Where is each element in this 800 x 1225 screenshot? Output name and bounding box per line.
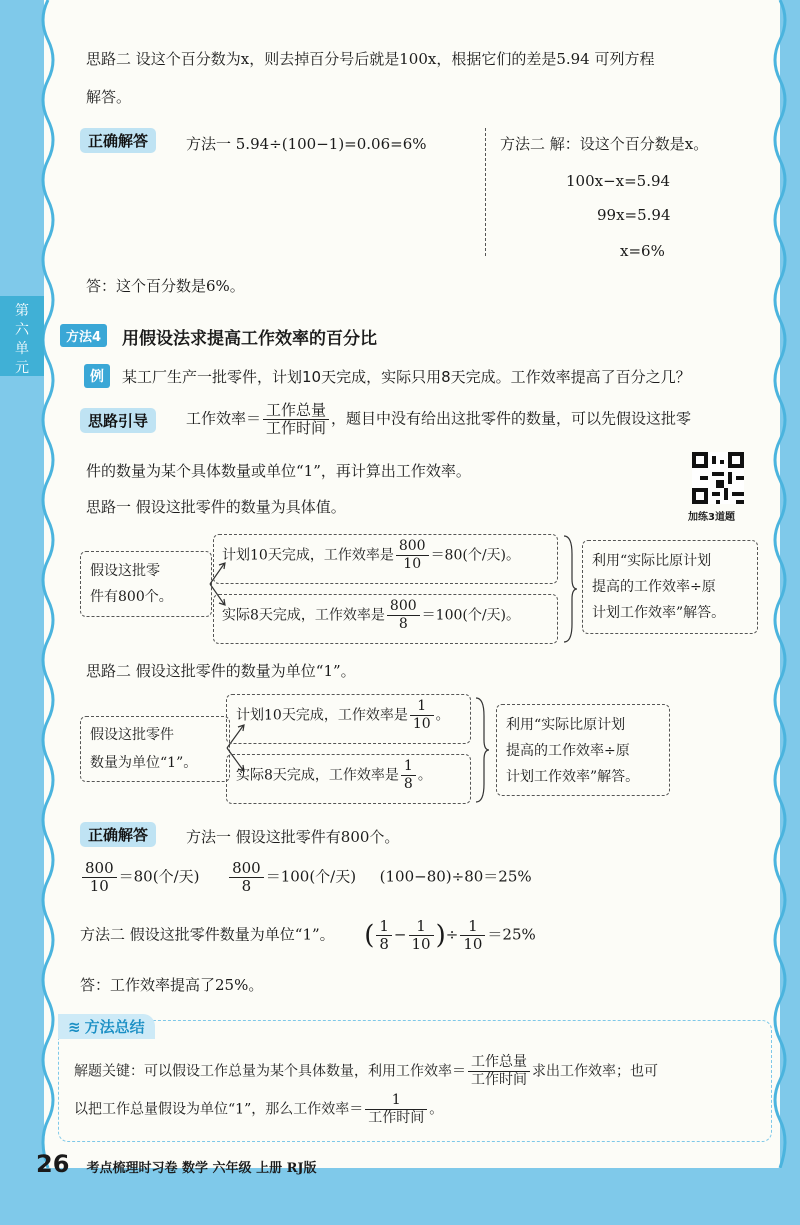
answer2-conclusion: 答：工作效率提高了25%。: [80, 976, 264, 994]
summary-post: 求出工作效率；也可: [532, 1063, 658, 1080]
fraction-numerator: 工作总量: [468, 1054, 530, 1072]
unit-side-tab: [0, 296, 44, 376]
answer2-method2: 方法二 假设这批零件数量为单位“1”。: [80, 925, 335, 944]
actual-pre: 实际8天完成，工作效率是: [236, 767, 399, 784]
calc-percent: (100−80)÷80＝25%: [379, 867, 532, 886]
m2-fraction-c: [460, 918, 485, 953]
idea2-brace: [474, 696, 490, 804]
fraction-denominator: 10: [89, 877, 109, 895]
correct-answer-tag-2: 正确解答: [80, 822, 156, 847]
summary-line1: [74, 1054, 658, 1089]
calc-fraction-1: [82, 860, 117, 895]
book-info: 考点梳理时习卷 数学 六年级 上册 RJ版: [86, 1161, 317, 1176]
fraction-denominator: 8: [379, 935, 389, 953]
answer2-method1: 方法一 假设这批零件有800个。: [186, 828, 400, 846]
fraction-denominator: 工作时间: [266, 419, 327, 437]
plan-pre: 计划10天完成，工作效率是: [222, 547, 394, 564]
idea2-use-line: 提高的工作效率÷原: [506, 743, 630, 759]
example-tag: 例: [84, 364, 110, 388]
plan-fraction: [410, 698, 434, 733]
fraction-denominator: 8: [398, 616, 408, 632]
guide-line2: 件的数量为某个具体数量或单位“1”，再计算出工作效率。: [86, 462, 471, 480]
idea2-actual-text: [236, 758, 432, 793]
left-wave-border: [34, 0, 58, 1168]
fraction-numerator: 1: [401, 758, 416, 776]
plan-fraction: [396, 538, 429, 573]
m2-fraction-a: [376, 918, 392, 953]
guide-tag: 思路引导: [80, 408, 156, 433]
summary-fraction: [468, 1054, 530, 1089]
fraction-denominator: 8: [403, 776, 413, 792]
calc-result-1: ＝80(个/天): [118, 867, 200, 886]
summary-line2-post: 。: [429, 1101, 444, 1118]
idea2-plan-text: [236, 698, 450, 733]
idea2-use-line: 利用“实际比原计划: [506, 717, 626, 733]
fraction-denominator: 工作时间: [471, 1072, 527, 1088]
page-number: 26: [36, 1150, 70, 1178]
side-tab-char: 单: [15, 341, 29, 357]
method4-tag: 方法4: [60, 324, 107, 347]
footer: [36, 1150, 317, 1178]
idea1-actual-text: [222, 598, 520, 633]
idea1-assume-line: 件有800个。: [90, 589, 173, 605]
correct-answer-tag: 正确解答: [80, 128, 156, 153]
idea1-use-line: 计划工作效率”解答。: [592, 605, 726, 621]
idea1-assume-line: 假设这批零: [90, 563, 160, 579]
idea1-plan-text: [222, 538, 520, 573]
summary-tag: ≋ 方法总结: [58, 1014, 155, 1039]
equation-3: x=6%: [620, 242, 665, 260]
side-tab-char: 第: [15, 303, 29, 319]
m2-result: ＝25%: [487, 925, 536, 944]
qr-label: 加练3道题: [688, 512, 735, 523]
actual-fraction: [401, 758, 416, 793]
fraction-denominator: 10: [412, 716, 431, 732]
fraction-denominator: 10: [463, 935, 483, 953]
fraction-numerator: 1: [376, 918, 392, 936]
summary-pre: 解题关键：可以假设工作总量为某个具体数量，利用工作效率＝: [74, 1063, 466, 1080]
guide-rest: ，题目中没有给出这批零件的数量，可以先假设这批零: [331, 409, 692, 428]
idea2-line1: 思路二 设这个百分数为x，则去掉百分号后就是100x，根据它们的差是5.94 可列方程: [86, 50, 655, 68]
summary-fraction-2: [365, 1092, 427, 1127]
idea1-title: 思路一 假设这批零件的数量为具体值。: [86, 498, 346, 516]
idea1-brace: [562, 534, 578, 644]
m2-fraction-b: [409, 918, 434, 953]
fraction-numerator: 800: [229, 860, 264, 878]
fraction-numerator: 工作总量: [263, 402, 329, 420]
equation-1: 100x−x=5.94: [566, 172, 671, 190]
actual-pre: 实际8天完成，工作效率是: [222, 607, 385, 624]
fraction-numerator: 800: [82, 860, 117, 878]
equation-2: 99x=5.94: [597, 206, 671, 224]
method4-title: 用假设法求提高工作效率的百分比: [122, 329, 377, 349]
calc-fraction-2: [229, 860, 264, 895]
idea1-use-line: 提高的工作效率÷原: [592, 579, 716, 595]
plan-pre: 计划10天完成，工作效率是: [236, 707, 408, 724]
fraction-denominator: 10: [411, 935, 431, 953]
divider: [485, 128, 486, 256]
guide-lhs: 工作效率＝: [186, 409, 262, 428]
fraction-numerator: 1: [365, 1092, 427, 1110]
summary-tag-label: 方法总结: [84, 1018, 145, 1036]
idea2-title: 思路二 假设这批零件的数量为单位“1”。: [86, 662, 356, 680]
right-wave-border: [770, 0, 794, 1168]
plan-post: ＝80(个/天)。: [430, 547, 521, 564]
fraction-numerator: 1: [409, 918, 434, 936]
fraction-numerator: 1: [460, 918, 485, 936]
fraction-numerator: 800: [387, 598, 420, 616]
qr-code-icon[interactable]: [692, 452, 744, 504]
side-tab-char: 元: [15, 360, 29, 376]
fraction-denominator: 10: [403, 556, 422, 572]
summary-line2: [74, 1092, 443, 1127]
actual-post: ＝100(个/天)。: [421, 607, 521, 624]
idea2-assume-line: 数量为单位“1”。: [90, 755, 198, 771]
idea1-use-line: 利用“实际比原计划: [592, 553, 712, 569]
fraction-denominator: 工作时间: [368, 1110, 425, 1126]
calc-result-2: ＝100(个/天): [265, 867, 357, 886]
guide-fraction: [263, 402, 329, 437]
method2-title: 方法二 解：设这个百分数是x。: [500, 135, 709, 153]
fraction-numerator: 1: [410, 698, 434, 716]
idea2-use-line: 计划工作效率”解答。: [506, 769, 640, 785]
idea2-assume-line: 假设这批零件: [90, 727, 174, 743]
idea2-line2: 解答。: [86, 88, 132, 106]
example-text: 某工厂生产一批零件，计划10天完成，实际只用8天完成。工作效率提高了百分之几？: [122, 368, 691, 386]
answer1-conclusion: 答：这个百分数是6%。: [86, 277, 245, 295]
summary-line2-pre: 以把工作总量假设为单位“1”，那么工作效率＝: [74, 1101, 364, 1118]
fraction-numerator: 800: [396, 538, 429, 556]
actual-fraction: [387, 598, 420, 633]
method1-text: 方法一 5.94÷(100−1)=0.06=6%: [186, 135, 427, 153]
fraction-denominator: 8: [241, 877, 252, 895]
actual-post: 。: [417, 767, 432, 784]
answer2-method2-line: 方法二 假设这批零件数量为单位“1”。 ( $\frac{1}{8}$ − $\frac{1}{10}$ )÷ $\frac{1}{10}$ ＝25%: [80, 917, 536, 953]
side-tab-char: 六: [15, 322, 29, 338]
answer2-calc-line: [80, 860, 532, 895]
plan-post: 。: [435, 707, 450, 724]
guide-line1: [186, 402, 691, 437]
